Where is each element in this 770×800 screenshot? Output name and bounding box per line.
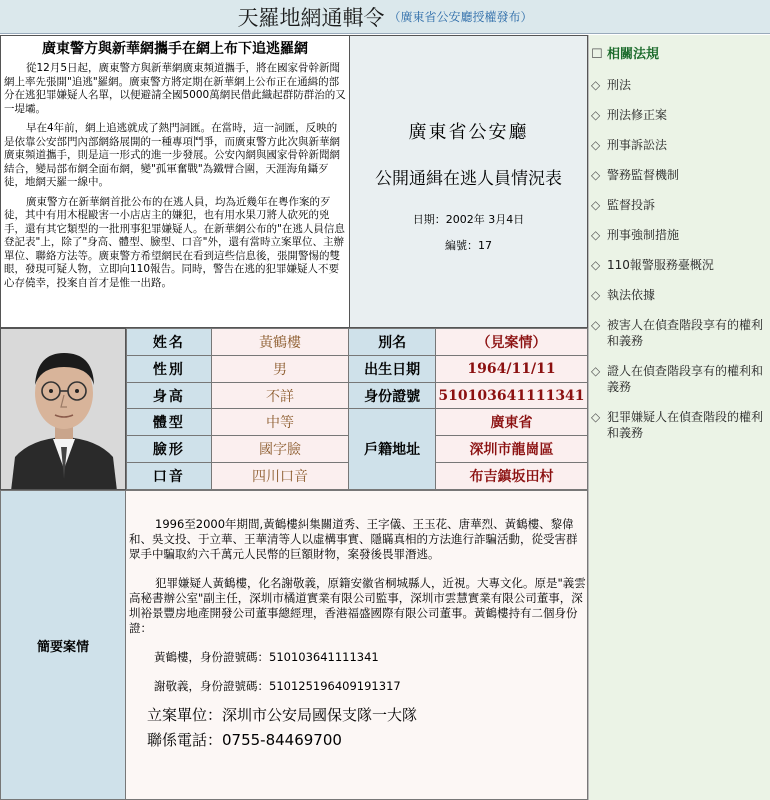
notice-number: 編號：17 [445,239,492,252]
sex-value: 男 [211,355,349,382]
news-paragraph: 從12月5日起，廣東警方與新華網廣東頻道攜手，將在國家骨幹新聞網上率先張開"追逃"羅網。廣東警方將定期在新華網上公布正在通緝的部分在逃犯罪嫌疑人名單，以便避請全國5000萬網民借此織起群防群治的又一堤壩。 [4,62,346,115]
case-summary-label: 簡要案情 [0,490,126,800]
news-paragraph: 早在4年前，網上追逃就成了熱門詞匯。在當時，這一詞匯，反映的是依靠公安部門內部網絡展開的一種專項鬥爭，而廣東警方此次與新華網廣東頻道攜手，則是這一形式的進一步發展。公安內網與國家骨幹新聞網結合，變局部布網全面布網，變"孤軍奮戰"為鐵臂合圍，天涯海角鑷歹徒，地網天羅一線中。 [4,122,340,188]
portrait-illustration [1,329,126,490]
diamond-icon: ◇ [591,138,601,152]
case-summary [126,490,588,800]
news-headline: 廣東警方與新華網攜手在網上布下追逃羅網 [42,41,308,57]
diamond-icon: ◇ [591,364,601,378]
diamond-icon: ◇ [591,258,601,272]
build-label: 體型 [127,409,212,436]
notice-panel [350,35,588,328]
contact-phone: 聯係電話：0755-84469700 [147,731,342,749]
diamond-icon: ◇ [591,198,601,212]
suspect-info-table [126,328,588,490]
page-source: （廣東省公安廳授權發布） [388,10,533,24]
hukou-label: 戶籍地址 [349,409,436,490]
sidebar-link[interactable]: ◇ 刑事強制措施 [591,228,680,242]
hukou-line-2: 深圳市龍崗區 [435,436,587,463]
checkbox-icon: ☐ [591,47,603,62]
dob-value: 1964/11/11 [435,355,587,382]
sidebar-link[interactable]: ◇ 刑事訴訟法 [591,138,668,152]
diamond-icon: ◇ [591,78,601,92]
case-paragraph: 犯罪嫌疑人黃鶴樓，化名謝敬義，原籍安徽省桐城縣人，近視。大專文化。原是"義雲高秘書辦公室"副主任，深圳市橘道實業有限公司監事，深圳市雲慧實業有限公司董事，深圳裕景豐房地產開發公司董事總經理，香港福盛國際有限公司董事。黃鶴樓持有二個身份證： [129,576,586,635]
diamond-icon: ◇ [591,318,601,332]
page-title: 天羅地網通輯令 [237,5,385,30]
diamond-icon: ◇ [591,288,601,302]
diamond-icon: ◇ [591,108,601,122]
suspect-photo [0,328,126,490]
sidebar-link[interactable]: ◇ 證人在偵查階段享有的權利和義務 [591,364,764,394]
name-label: 姓名 [127,329,212,356]
alias-value: （見案情） [435,329,587,356]
face-label: 臉形 [127,436,212,463]
name-value: 黃鶴樓 [211,329,349,356]
accent-label: 口音 [127,463,212,490]
news-paragraph: 廣東警方在新華網首批公布的在逃人員，均為近幾年在粵作案的歹徒，其中有用木棍毆害一小店店主的嫌犯，也有用水果刀將人砍死的兇手，還有其它類型的一批刑事犯罪嫌疑人。在新華網公布的"在逃人員信息登記表"上，除了"身高、體型、臉型、口音"外，還有當時立案單位、主辦單位、聯絡方法等。廣東警方希望網民在看到這些信息後，張開警惕的雙眼，發現可疑人物，立即向110報告。同時，警告在逃的犯罪嫌疑人不要心存僥幸，投案自首才是惟一出路。 [4,195,345,289]
notice-date: 日期：2002年 3月4日 [412,213,525,226]
sidebar-heading[interactable]: ☐ 相關法規 [591,47,660,62]
sidebar-link[interactable]: ◇ 刑法修正案 [591,108,668,122]
id-record: 黃鶴樓，身份證號碼：510103641111341 [154,650,379,664]
title-bar [0,0,770,34]
id-number-label: 身份證號 [349,382,436,409]
alias-label: 別名 [349,329,436,356]
diamond-icon: ◇ [591,168,601,182]
sidebar-link[interactable]: ◇ 執法依據 [591,288,656,302]
id-number-value: 510103641111341 [435,382,587,409]
diamond-icon: ◇ [591,410,601,424]
notice-org: 廣東省公安廳 [408,122,529,143]
sidebar-link[interactable]: ◇ 110報警服務臺概況 [591,258,714,272]
id-record: 謝敬義，身份證號碼：510125196409191317 [154,679,401,693]
dob-label: 出生日期 [349,355,436,382]
hukou-line-1: 廣東省 [435,409,587,436]
sidebar [588,35,770,800]
sidebar-link[interactable]: ◇ 犯罪嫌疑人在偵查階段的權利和義務 [591,410,764,440]
sidebar-link[interactable]: ◇ 被害人在偵查階段享有的權利和義務 [591,318,764,348]
diamond-icon: ◇ [591,228,601,242]
sidebar-link[interactable]: ◇ 刑法 [591,78,632,92]
notice-title: 公開通緝在逃人員情況表 [375,169,562,189]
sidebar-list [589,35,770,441]
filing-unit: 立案單位：深圳市公安局國保支隊一大隊 [147,706,418,724]
height-value: 不詳 [211,382,349,409]
height-label: 身高 [127,382,212,409]
news-article [0,35,350,328]
case-paragraph: 1996至2000年期間,黃鶴樓糾集關道秀、王字儀、王玉花、唐華烈、黃鶴樓、黎偉和、吳文投、于立華、王華清等人以虛構事實、隱瞞真相的方法進行詐騙活動，從受害群眾手中騙取約六千萬元人民幣的巨額財物，案發後畏罪潛逃。 [129,517,578,561]
accent-value: 四川口音 [211,463,349,490]
sidebar-link[interactable]: ◇ 監督投訴 [591,198,656,212]
build-value: 中等 [211,409,349,436]
sex-label: 性別 [127,355,212,382]
face-value: 國字臉 [211,436,349,463]
sidebar-link[interactable]: ◇ 警務監督機制 [591,168,680,182]
hukou-line-3: 布吉鎮坂田村 [435,463,587,490]
